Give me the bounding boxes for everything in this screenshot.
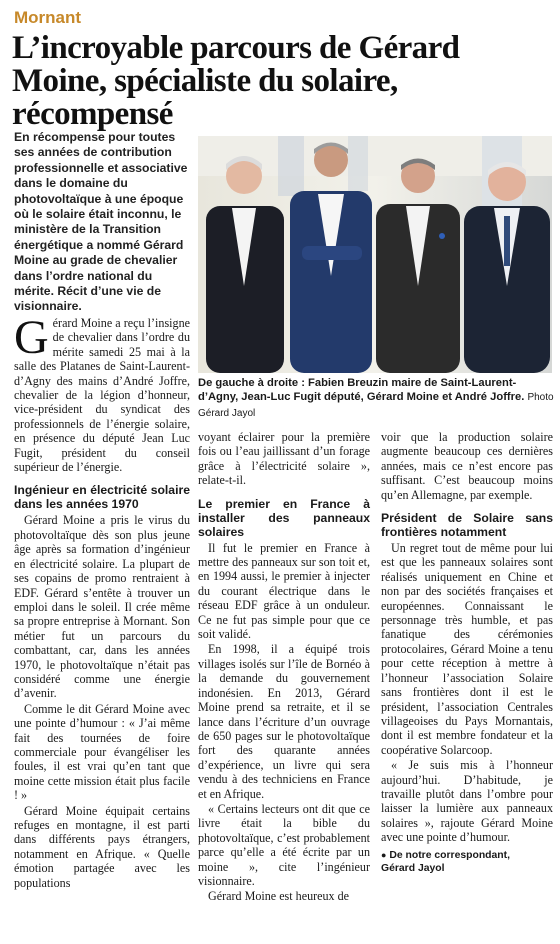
section-heading-3: Président de Solaire sans frontières notamment	[381, 511, 553, 540]
paragraph: En 1998, il a équipé trois villages isolés sur l’île de Bornéo à la demande du gouvernement indonésien. En 2013, Gérard Moine prend sa retraite, et il se lance dans l’écriture d’un ouvrage de 650 pages sur le photovoltaïque fort des quarante années d’expérience, un livre qui sera vendu à des techniciens en France et en Afrique.	[198, 642, 370, 801]
paragraph: Un regret tout de même pour lui est que les panneaux solaires sont réalisés uniquement en Chine et non par des sociétés françaises et européennes. Connaissant le personnage très humble, et pas fanatique des cérémonies protocolaires, Gérard Moine a tenu pour cette réception à mettre à l’honneur l’association Solaire sans frontières dont il est le président, l’association Centrales villageoises du Pays Mornantais, dont il est membre fondateur et la coopérative Solarcoop.	[381, 541, 553, 757]
paragraph: « Certains lecteurs ont dit que ce livre était la bible du photovoltaïque, c’est probablement parce qu’elle a été écrite par un moine », cite l’ingénieur visionnaire.	[198, 801, 370, 888]
intro-paragraph	[14, 311, 190, 475]
paragraph: voir que la production solaire augmente beaucoup ces dernières années, mais ce n’est encore pas suffisant. C’est beaucoup moins qu’en Allemagne, par exemple.	[381, 430, 553, 502]
group-photo-illustration	[198, 136, 552, 373]
intro-text: érard Moine a reçu l’insigne de chevalier dans l’ordre du mérite samedi 25 mai à la salle des Platanes de Saint-Laurent-d’Agny des mains d’André Joffre, chevalier de la légion d’honneur, vice-président du syndicat des professionnels de l’énergie solaire, en présence du député Jean Luc Fugit, président du conseil supérieur de l’énergie.	[14, 316, 190, 475]
author-signature	[381, 849, 553, 875]
paragraph: « Je suis mis à l’honneur aujourd’hui. D’habitude, je travaille plutôt dans l’ombre pour laisser la lumière aux panneaux solaires », rajoute Gérard Moine avec une pointe d’humour.	[381, 758, 553, 845]
signature-line-2: Gérard Jayol	[381, 862, 445, 874]
article-lead: En récompense pour toutes ses années de contribution professionnelle et associative dans le domaine du photovoltaïque à une époque où le solaire était inconnu, le ministère de la Transition énergétique a nommé Gérard Moine au grade de chevalier dans l’ordre national du mérite. Récit d’une vie de visionnaire.	[14, 130, 188, 314]
paragraph: Gérard Moine a pris le virus du photovoltaïque dès son plus jeune âge après sa formation d’ingénieur en électricité solaire. La plupart de ses copains de promo rentraient à EDF. Gérard s’entête à trouver un emploi dans le soleil. Il crée même sa propre entreprise à Mornant. Son métier fut un parcours du combattant, car, dans les années 1970, le photovoltaïque n’était pas considéré comme une énergie d’avenir.	[14, 513, 190, 701]
section-heading-2: Le premier en France à installer des panneaux solaires	[198, 496, 370, 539]
article-column-3	[381, 430, 553, 875]
paragraph: voyant éclairer pour la première fois ou l’eau jaillissant d’un forage grâce à l’électricité solaire », relate-t-il.	[198, 430, 370, 488]
bullet-icon: ●	[381, 849, 387, 860]
section-rubric: Mornant	[14, 8, 82, 27]
paragraph: Gérard Moine équipait certains refuges en montagne, il est parti dans différents pays étrangers, notamment en Afrique. « Quelle émotion partagée avec les populations	[14, 803, 190, 890]
paragraph: Il fut le premier en France à mettre des panneaux sur son toit et, en 1994 aussi, le premier à injecter du courant électrique dans le réseau EDF grâce à un onduleur. Ce ne fut pas simple pour que ce soit validé.	[198, 540, 370, 642]
paragraph: Gérard Moine est heureux de	[208, 889, 350, 904]
photo-caption-text: De gauche à droite : Fabien Breuzin maire de Saint-Laurent-d’Agny, Jean-Luc Fugit député, Gérard Moine et André Joffre.	[198, 377, 525, 404]
paragraph: Comme le dit Gérard Moine avec une pointe d’humour : « J’ai même fait des tournées de foire commerciale pour évangéliser les foules, il est vrai qu’en tant que moine cette mission était plus facile ! »	[14, 701, 190, 803]
dropcap-letter: G	[14, 311, 49, 364]
article-photo	[198, 136, 552, 373]
photo-caption	[198, 376, 554, 421]
photo-credit: Photo Gérard Jayol	[198, 392, 554, 419]
section-heading-1: Ingénieur en électricité solaire dans les années 1970	[14, 483, 190, 512]
signature-line-1: De notre correspondant,	[389, 849, 510, 861]
article-column-2	[198, 430, 370, 905]
article-column-1	[14, 311, 190, 891]
article-headline: L’incroyable parcours de Gérard Moine, spécialiste du solaire, récompensé	[12, 30, 460, 132]
